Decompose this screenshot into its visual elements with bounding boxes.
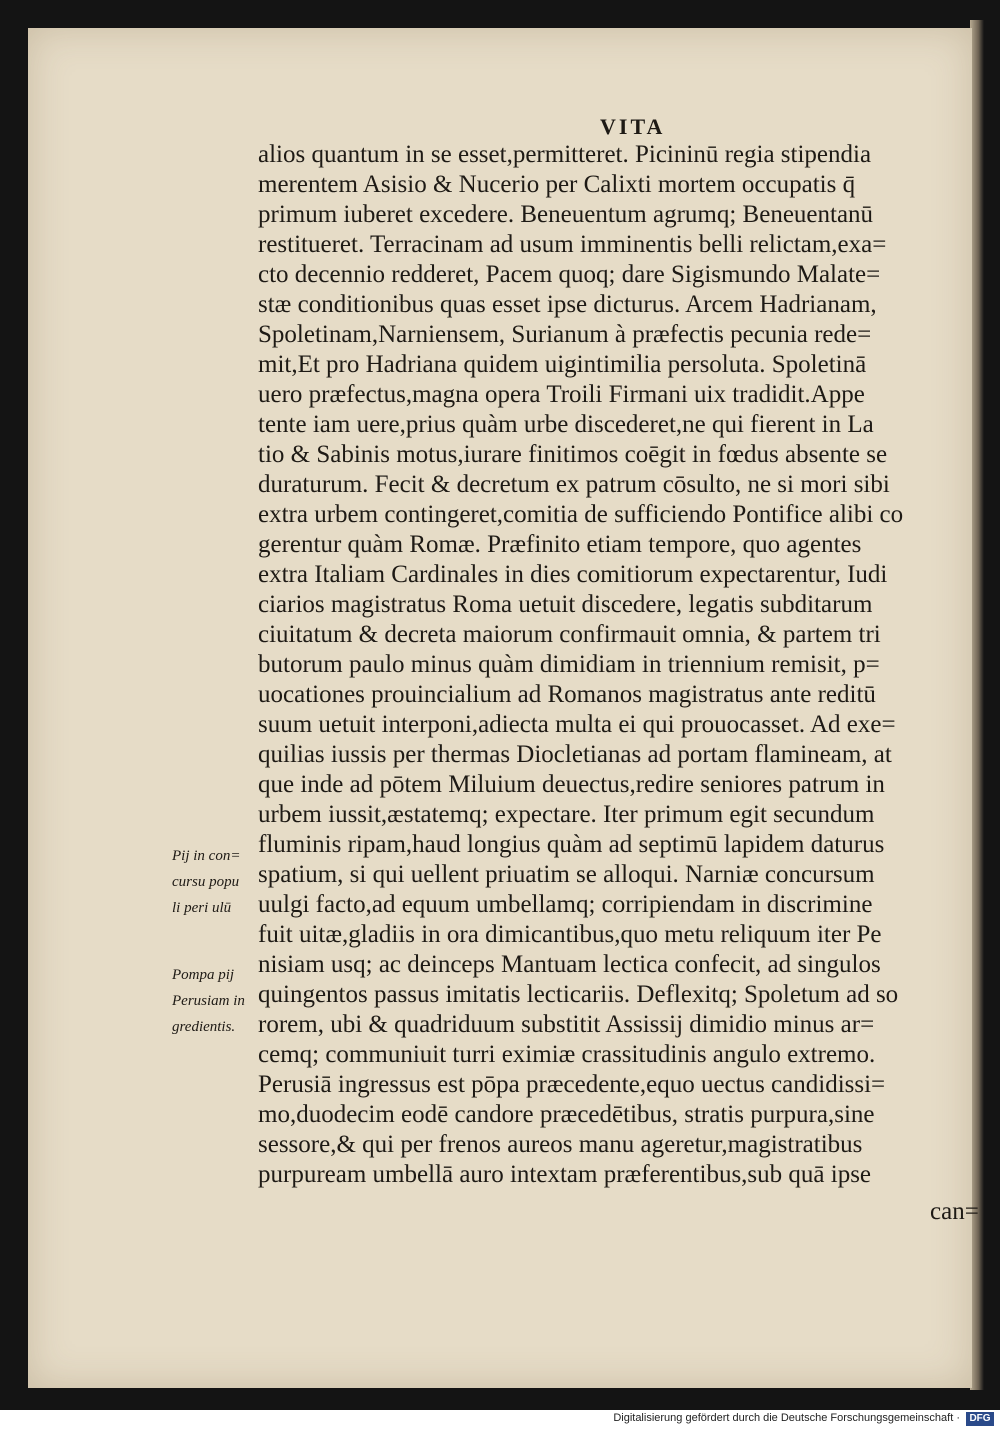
running-head: VITA: [600, 114, 666, 139]
text-line: merentem Asisio & Nucerio per Calixti mortem occupatis q̄: [258, 171, 856, 198]
text-line: stæ conditionibus quas esset ipse dicturus. Arcem Hadrianam,: [258, 291, 877, 318]
dfg-logo: DFG: [966, 1412, 994, 1426]
footer-bar: [0, 1410, 1000, 1430]
text-line: uocationes prouincialium ad Romanos magistratus ante reditū: [258, 681, 876, 708]
text-line: quilias iussis per thermas Diocletianas ad portam flamineam, at: [258, 741, 892, 768]
marginal-note-line: li peri ulū: [172, 900, 232, 916]
marginal-note-line: gredientis.: [172, 1019, 236, 1035]
text-line: mit,Et pro Hadriana quidem uigintimilia persoluta. Spoletinā: [258, 351, 867, 378]
text-line: spatium, si qui uellent priuatim se alloqui. Narniæ concursum: [258, 861, 875, 888]
body-text: [258, 140, 970, 1190]
text-line: mo,duodecim eodē candore præcedētibus, stratis purpura,sine: [258, 1101, 875, 1128]
text-line: tente iam uere,prius quàm urbe discederet,ne qui fierent in La: [258, 411, 874, 438]
text-line: purpuream umbellā auro intextam præferentibus,sub quā ipse: [258, 1161, 872, 1188]
page-edge: [970, 20, 984, 1390]
text-line: alios quantum in se esset,permitteret. Picininū regia stipendia: [258, 141, 872, 168]
marginal-note-1: [172, 843, 264, 921]
text-line: que inde ad pōtem Miluium deuectus,redire seniores patrum in: [258, 771, 885, 798]
text-line: ciuitatum & decreta maiorum confirmauit omnia, & partem tri: [258, 621, 881, 648]
text-line: rorem, ubi & quadriduum substitit Assissij dimidio minus ar=: [258, 1011, 875, 1038]
text-line: restitueret. Terracinam ad usum imminentis belli relictam,exa=: [258, 231, 887, 258]
digitization-credit: Digitalisierung gefördert durch die Deutsche Forschungsgemeinschaft ·: [613, 1412, 960, 1424]
text-line: tio & Sabinis motus,iurare finitimos coēgit in fœdus absente se: [258, 441, 888, 468]
text-line: butorum paulo minus quàm dimidiam in triennium remisit, p=: [258, 651, 880, 678]
marginal-note-2: [172, 962, 264, 1040]
text-line: primum iuberet excedere. Beneuentum agrumq; Beneuentanū: [258, 201, 874, 228]
text-line: fluminis ripam,haud longius quàm ad septimū lapidem daturus: [258, 831, 885, 858]
text-line: gerentur quàm Romæ. Præfinito etiam tempore, quo agentes: [258, 531, 862, 558]
marginal-note-line: Pompa pij: [172, 967, 235, 983]
text-line: uulgi facto,ad equum umbellamq; corripiendam in discrimine: [258, 891, 873, 918]
text-line: uero præfectus,magna opera Troili Firmani uix tradidit.Appe: [258, 381, 865, 408]
text-line: extra urbem contingeret,comitia de sufficiendo Pontifice alibi co: [258, 501, 904, 528]
text-line: Spoletinam,Narniensem, Surianum à præfectis pecunia rede=: [258, 321, 872, 348]
text-line: cemq; communiuit turri eximiæ crassitudinis angulo extremo.: [258, 1041, 876, 1068]
text-line: urbem iussit,æstatemq; expectare. Iter primum egit secundum: [258, 801, 875, 828]
catchword: can=: [930, 1198, 979, 1225]
text-line: sessore,& qui per frenos aureos manu ageretur,magistratibus: [258, 1131, 863, 1158]
text-line: quingentos passus imitatis lecticariis. Deflexitq; Spoletum ad so: [258, 981, 899, 1008]
text-line: nisiam usq; ac deinceps Mantuam lectica confecit, ad singulos: [258, 951, 881, 978]
text-line: duraturum. Fecit & decretum ex patrum cōsulto, ne si mori sibi: [258, 471, 890, 498]
text-line: suum uetuit interponi,adiecta multa ei qui prouocasset. Ad exe=: [258, 711, 896, 738]
marginal-note-line: Perusiam in: [172, 993, 245, 1009]
text-line: fuit uitæ,gladiis in ora dimicantibus,quo metu reliquum iter Pe: [258, 921, 882, 948]
text-line: ciarios magistratus Roma uetuit discedere, legatis subditarum: [258, 591, 873, 618]
text-line: Perusiā ingressus est pōpa præcedente,equo uectus candidissi=: [258, 1071, 886, 1098]
text-line: cto decennio redderet, Pacem quoq; dare Sigismundo Malate=: [258, 261, 881, 288]
marginal-note-line: Pij in con=: [172, 848, 241, 864]
text-line: extra Italiam Cardinales in dies comitiorum expectarentur, Iudi: [258, 561, 888, 588]
marginal-note-line: cursu popu: [172, 874, 240, 890]
